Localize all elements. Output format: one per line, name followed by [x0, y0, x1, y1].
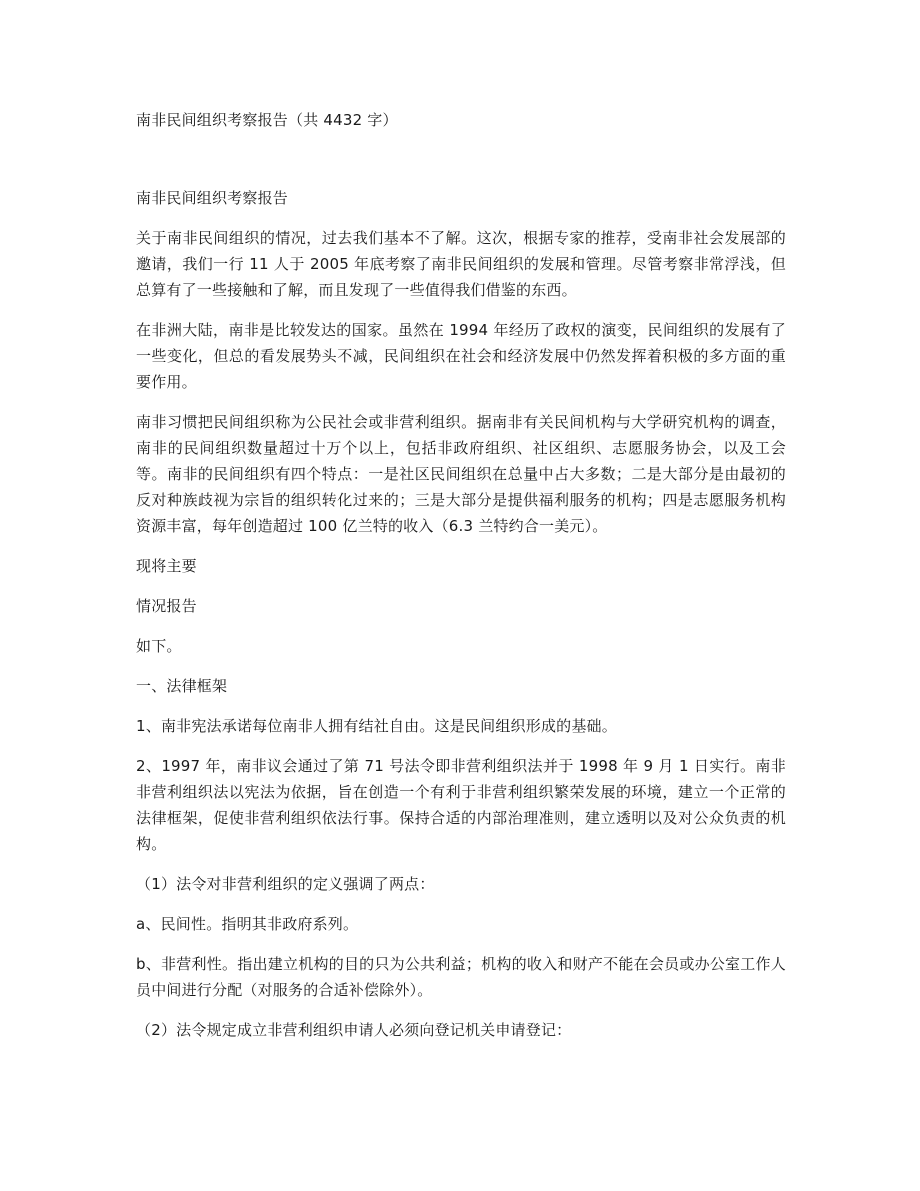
paragraph-background: 在非洲大陆，南非是比较发达的国家。虽然在 1994 年经历了政权的演变，民间组织的发展有了一些变化，但总的看发展势头不减，民间组织在社会和经济发展中仍然发挥着积极的多方面的重要作用。 — [136, 321, 786, 391]
sub-list-item: （1）法令对非营利组织的定义强调了两点： — [136, 875, 435, 893]
sub-list-item: b、非营利性。指出建立机构的目的只为公共利益；机构的收入和财产不能在会员或办公室工作人员中间进行分配（对服务的合适补偿除外）。 — [136, 955, 786, 999]
section-heading-legal-framework: 一、法律框架 — [136, 677, 228, 695]
sub-list-item: a、民间性。指明其非政府系列。 — [136, 915, 359, 933]
document-file-title: 南非民间组织考察报告（共 4432 字） — [136, 111, 398, 129]
document-heading: 南非民间组织考察报告 — [136, 189, 289, 207]
list-item: 2、1997 年，南非议会通过了第 71 号法令即非营利组织法并于 1998 年 9 月 1 日实行。南非非营利组织法以宪法为依据，旨在创造一个有利于非营利组织繁荣发展的环境，建立一个正常的法律框架，促使非营利组织依法行事。保持合适的内部治理准则，建立透明以及对公众负责的机构。 — [136, 757, 786, 853]
paragraph-intro: 关于南非民间组织的情况，过去我们基本不了解。这次，根据专家的推荐，受南非社会发展部的邀请，我们一行 11 人于 2005 年底考察了南非民间组织的发展和管理。尽管考察非常浮浅，但总算有了一些接触和了解，而且发现了一些值得我们借鉴的东西。 — [136, 229, 786, 299]
sub-list-item: （2）法令规定成立非营利组织申请人必须向登记机关申请登记： — [136, 1021, 572, 1039]
paragraph-line: 如下。 — [136, 637, 182, 655]
paragraph-characteristics: 南非习惯把民间组织称为公民社会或非营利组织。据南非有关民间机构与大学研究机构的调查，南非的民间组织数量超过十万个以上，包括非政府组织、社区组织、志愿服务协会，以及工会等。南非的民间组织有四个特点：一是社区民间组织在总量中占大多数；二是大部分是由最初的反对种族歧视为宗旨的组织转化过来的；三是大部分是提供福利服务的机构；四是志愿服务机构资源丰富，每年创造超过 100 亿兰特的收入（6.3 兰特约合一美元）。 — [136, 413, 786, 535]
paragraph-line: 现将主要 — [136, 557, 197, 575]
paragraph-line: 情况报告 — [136, 597, 197, 615]
document-body — [136, 107, 786, 1057]
list-item: 1、南非宪法承诺每位南非人拥有结社自由。这是民间组织形成的基础。 — [136, 717, 617, 735]
